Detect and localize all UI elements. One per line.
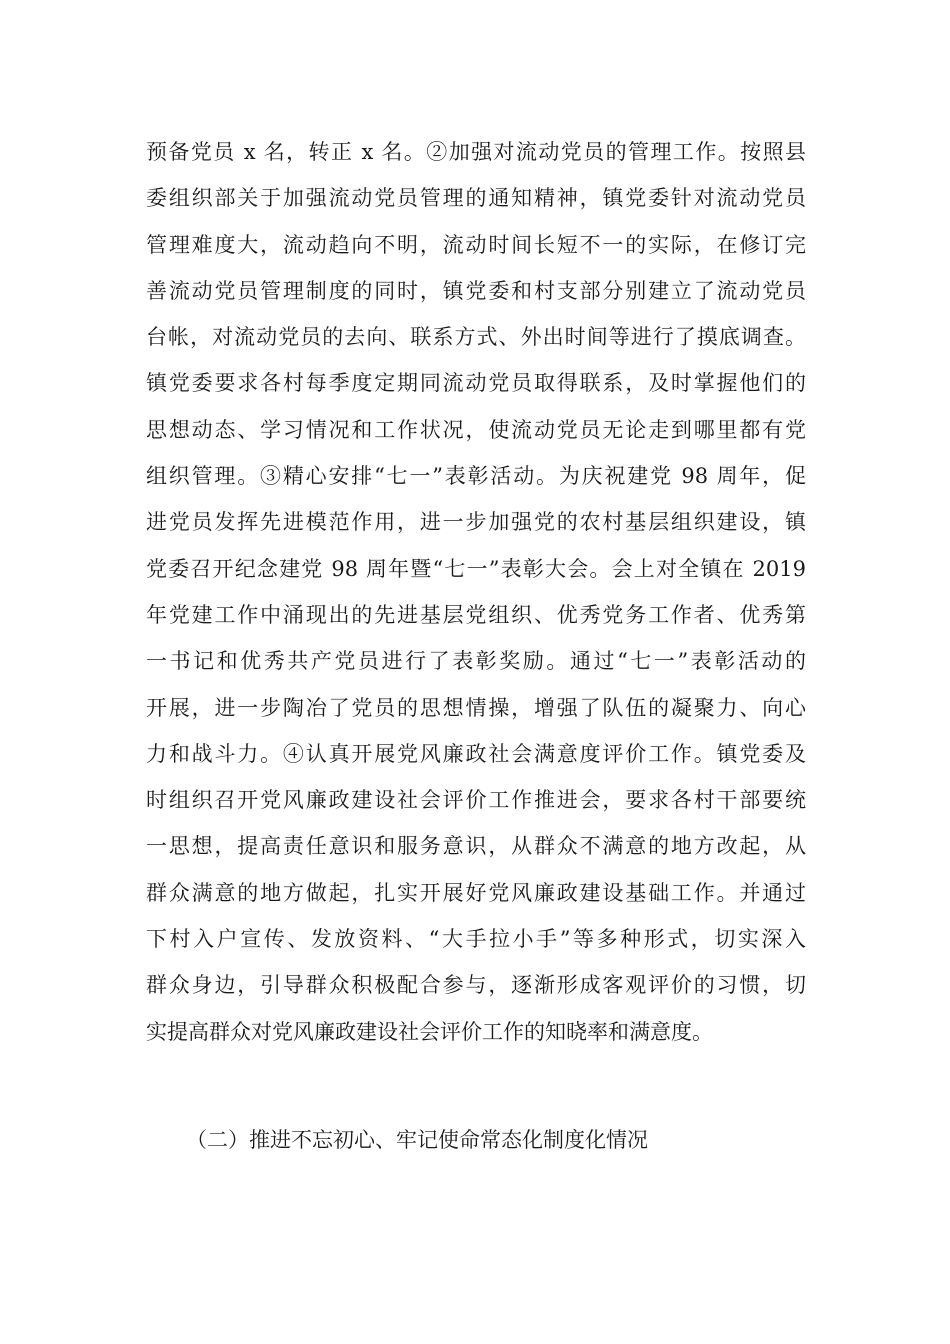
paragraph-line: 力和战斗力。④认真开展党风廉政社会满意度评价工作。镇党委及 — [146, 741, 806, 766]
paragraph-line: 思想动态、学习情况和工作状况，使流动党员无论走到哪里都有党 — [146, 417, 806, 442]
paragraph-line: 组织管理。③精心安排“七一”表彰活动。为庆祝建党 98 周年，促 — [146, 464, 806, 489]
paragraph-line: 进党员发挥先进模范作用，进一步加强党的农村基层组织建设，镇 — [146, 510, 806, 535]
paragraph-line: 群众身边，引导群众积极配合参与，逐渐形成客观评价的习惯，切 — [146, 973, 806, 998]
paragraph-line: 年党建工作中涌现出的先进基层党组织、优秀党务工作者、优秀第 — [146, 602, 806, 627]
paragraph-line: 委组织部关于加强流动党员管理的通知精神，镇党委针对流动党员 — [146, 186, 806, 211]
paragraph-line: 时组织召开党风廉政建设社会评价工作推进会，要求各村干部要统 — [146, 788, 806, 813]
section-heading: （二）推进不忘初心、牢记使命常态化制度化情况 — [186, 1128, 648, 1152]
paragraph-line: 管理难度大，流动趋向不明，流动时间长短不一的实际，在修订完 — [146, 232, 806, 257]
paragraph-line-last: 实提高群众对党风廉政建设社会评价工作的知晓率和满意度。 — [146, 1019, 713, 1044]
paragraph-line: 一思想，提高责任意识和服务意识，从群众不满意的地方改起，从 — [146, 834, 806, 859]
paragraph-line: 开展，进一步陶冶了党员的思想情操，增强了队伍的凝聚力、向心 — [146, 695, 806, 720]
paragraph-line: 党委召开纪念建党 98 周年暨“七一”表彰大会。会上对全镇在 2019 — [146, 556, 806, 581]
paragraph-line: 镇党委要求各村每季度定期同流动党员取得联系，及时掌握他们的 — [146, 371, 806, 396]
paragraph-line: 下村入户宣传、发放资料、“大手拉小手”等多种形式，切实深入 — [146, 927, 806, 952]
paragraph-line: 台帐，对流动党员的去向、联系方式、外出时间等进行了摸底调查。 — [146, 325, 806, 350]
paragraph-line: 一书记和优秀共产党员进行了表彰奖励。通过“七一”表彰活动的 — [146, 649, 806, 674]
body-paragraph — [146, 129, 806, 1055]
paragraph-line: 群众满意的地方做起，扎实开展好党风廉政建设基础工作。并通过 — [146, 880, 806, 905]
paragraph-line: 善流动党员管理制度的同时，镇党委和村支部分别建立了流动党员 — [146, 278, 806, 303]
paragraph-line: 预备党员 x 名，转正 x 名。②加强对流动党员的管理工作。按照县 — [146, 140, 806, 164]
